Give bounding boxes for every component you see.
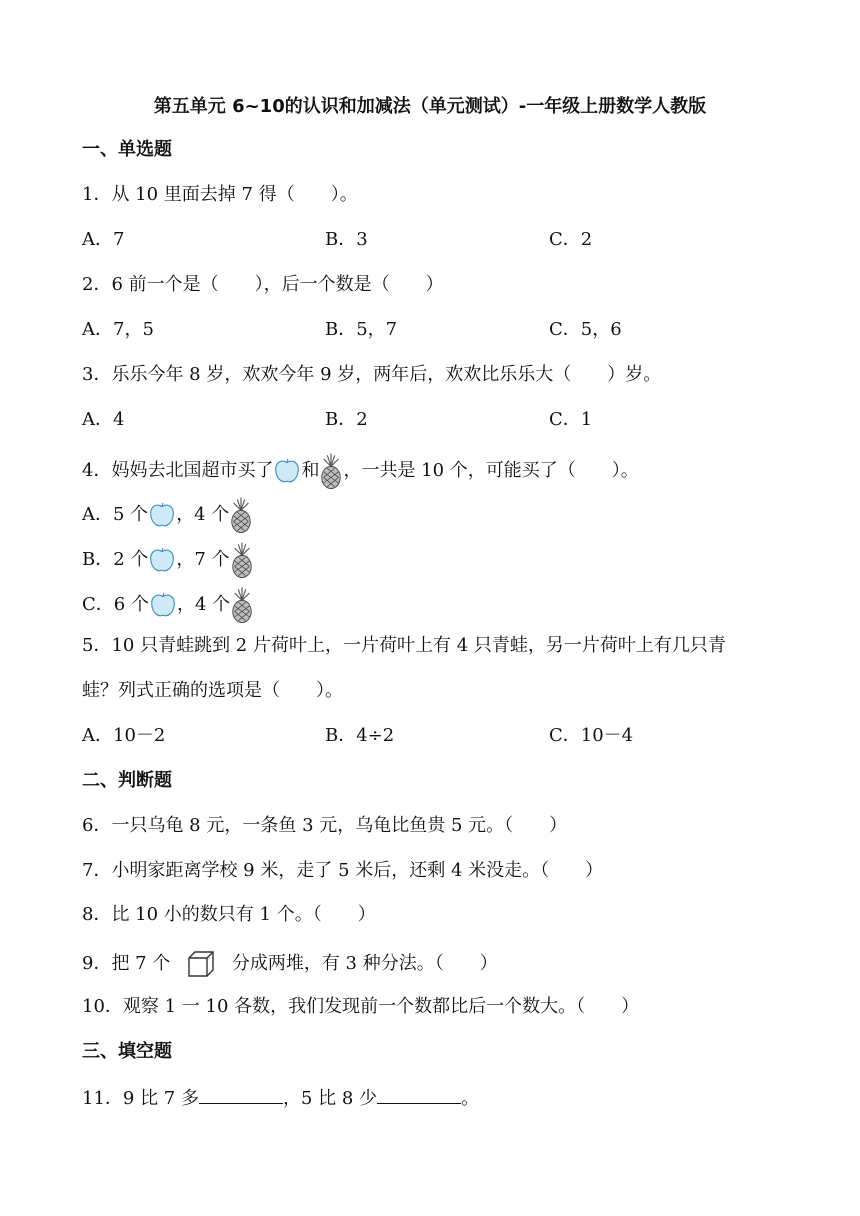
q4-option-a-mid: ，4 个 — [176, 504, 230, 525]
q5-option-a[interactable]: A．10－2 — [82, 725, 166, 746]
question-5-line2: 蛙？列式正确的选项是（ ）。 — [82, 680, 343, 701]
q4-option-c-pre: C．6 个 — [82, 594, 149, 615]
q11-text-post: 。 — [461, 1088, 480, 1109]
page-title: 第五单元 6~10的认识和加减法（单元测试）-一年级上册数学人教版 — [153, 96, 707, 117]
q5-option-c[interactable]: C．10－4 — [549, 725, 634, 746]
apple-icon — [273, 457, 301, 485]
question-6: 6．一只乌龟 8 元，一条鱼 3 元，乌龟比鱼贵 5 元。（ ） — [82, 815, 568, 836]
cube-icon — [186, 949, 216, 979]
question-4 — [82, 453, 639, 489]
q1-option-a[interactable]: A．7 — [82, 229, 125, 250]
pineapple-icon — [319, 453, 343, 489]
q4-option-a-pre: A．5 个 — [82, 504, 149, 525]
q2-option-c[interactable]: C．5，6 — [549, 319, 622, 340]
q2-option-a[interactable]: A．7，5 — [82, 319, 154, 340]
q9-text-post: 分成两堆，有 3 种分法。（ ） — [231, 953, 498, 974]
apple-icon — [148, 501, 176, 529]
question-7: 7．小明家距离学校 9 米，走了 5 米后，还剩 4 米没走。（ ） — [82, 860, 604, 881]
q11-text-mid: ，5 比 8 少 — [282, 1088, 378, 1109]
q4-text-pre: 4．妈妈去北国超市买了 — [82, 460, 274, 481]
question-10: 10．观察 1 一 10 各数，我们发现前一个数都比后一个数大。（ ） — [82, 996, 640, 1017]
q4-option-a[interactable] — [82, 497, 253, 533]
pineapple-icon — [230, 587, 254, 623]
pineapple-icon — [230, 542, 254, 578]
question-8: 8．比 10 小的数只有 1 个。（ ） — [82, 904, 376, 925]
section-heading-fill-blank: 三、填空题 — [82, 1041, 172, 1062]
q1-option-c[interactable]: C．2 — [549, 229, 593, 250]
q3-option-c[interactable]: C．1 — [549, 409, 593, 430]
question-5-line1: 5．10 只青蛙跳到 2 片荷叶上，一片荷叶上有 4 只青蛙，另一片荷叶上有几只青 — [82, 635, 726, 656]
question-3: 3．乐乐今年 8 岁，欢欢今年 9 岁，两年后，欢欢比乐乐大（ ）岁。 — [82, 364, 662, 385]
question-1: 1．从 10 里面去掉 7 得（ ）。 — [82, 184, 358, 205]
q4-option-b[interactable] — [82, 542, 254, 578]
section-heading-single-choice: 一、单选题 — [82, 139, 172, 160]
q4-option-c-mid: ，4 个 — [176, 594, 231, 615]
question-11 — [82, 1085, 479, 1111]
section-heading-true-false: 二、判断题 — [82, 770, 172, 791]
q4-option-c[interactable] — [82, 587, 254, 623]
answer-blank-1[interactable] — [199, 1085, 283, 1104]
q4-text-post: ，一共是 10 个，可能买了（ ）。 — [343, 460, 639, 481]
question-9 — [82, 949, 498, 979]
apple-icon — [149, 591, 177, 619]
pineapple-icon — [229, 497, 253, 533]
q4-text-mid: 和 — [301, 460, 320, 481]
answer-blank-2[interactable] — [377, 1085, 461, 1104]
apple-icon — [148, 546, 176, 574]
q4-option-b-mid: ，7 个 — [176, 549, 230, 570]
q4-option-b-pre: B．2 个 — [82, 549, 149, 570]
question-2: 2．6 前一个是（ ），后一个数是（ ） — [82, 274, 444, 295]
q9-text-pre: 9．把 7 个 — [82, 953, 171, 974]
q2-option-b[interactable]: B．5，7 — [325, 319, 398, 340]
q1-option-b[interactable]: B．3 — [325, 229, 368, 250]
q3-option-a[interactable]: A．4 — [82, 409, 125, 430]
q5-option-b[interactable]: B．4÷2 — [325, 725, 395, 746]
q11-text-pre: 11．9 比 7 多 — [82, 1088, 199, 1109]
q3-option-b[interactable]: B．2 — [325, 409, 368, 430]
